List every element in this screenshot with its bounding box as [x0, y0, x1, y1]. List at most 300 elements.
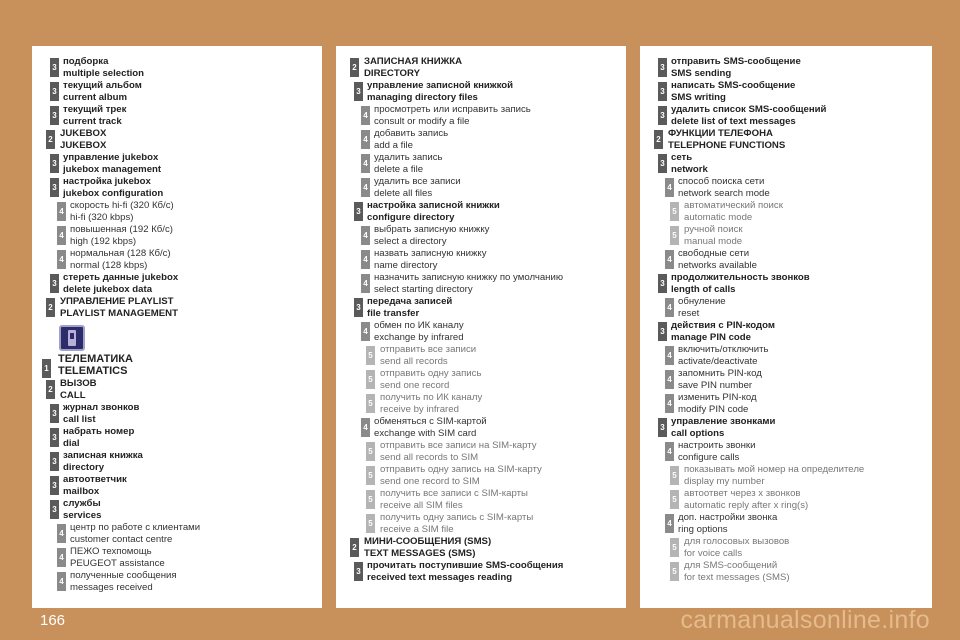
entry-label-ru: автоматический поиск: [684, 200, 783, 211]
entry-label-ru: повышенная (192 Кб/с): [70, 224, 173, 235]
menu-entry-text: [671, 320, 924, 343]
menu-entry-text: [63, 80, 314, 103]
level-badge: 2: [46, 130, 55, 149]
menu-entry-level-1: [32, 353, 314, 377]
entry-label-ru: удалить запись: [374, 152, 443, 163]
level-badge: 5: [366, 514, 375, 533]
menu-entry-text: [380, 344, 618, 367]
telematics-icon: [59, 325, 85, 351]
menu-entry-level-5: [640, 536, 924, 559]
entry-label-en: JUKEBOX: [60, 139, 107, 151]
menu-entry-level-2: [640, 128, 924, 151]
level-badge: 3: [354, 562, 363, 581]
entry-label-en: high (192 kbps): [70, 235, 137, 247]
level-badge: 4: [665, 442, 674, 461]
entry-label-ru: просмотреть или исправить запись: [374, 104, 531, 115]
menu-entry-text: [367, 200, 618, 223]
level-badge: 3: [50, 428, 59, 447]
level-badge: 5: [670, 202, 679, 221]
menu-entry-level-3: [336, 296, 618, 319]
menu-entry-level-4: [32, 570, 314, 593]
menu-entry-text: [367, 296, 618, 319]
level-badge: 4: [665, 514, 674, 533]
level-badge: 3: [50, 178, 59, 197]
entry-label-ru: управление jukebox: [63, 152, 159, 163]
menu-entry-level-4: [336, 272, 618, 295]
entry-label-ru: набрать номер: [63, 426, 135, 437]
level-badge: 5: [670, 538, 679, 557]
entry-label-en: jukebox management: [63, 163, 162, 175]
menu-entry-text: [63, 498, 314, 521]
entry-label-ru: включить/отключить: [678, 344, 769, 355]
level-badge: 4: [361, 106, 370, 125]
menu-entry-level-4: [640, 392, 924, 415]
level-badge: 5: [366, 490, 375, 509]
entry-label-en: delete list of text messages: [671, 115, 796, 127]
level-badge: 2: [46, 298, 55, 317]
menu-entry-level-4: [32, 522, 314, 545]
menu-entry-text: [671, 56, 924, 79]
entry-label-ru: скорость hi-fi (320 Кб/с): [70, 200, 174, 211]
menu-entry-text: [678, 176, 924, 199]
level-badge: 3: [658, 82, 667, 101]
menu-entry-text: [63, 426, 314, 449]
menu-entry-text: [684, 200, 924, 223]
menu-entry-text: [374, 104, 618, 127]
menu-entry-text: [380, 488, 618, 511]
level-badge: 4: [361, 418, 370, 437]
entry-label-ru: удалить все записи: [374, 176, 461, 187]
entry-label-ru: получить по ИК каналу: [380, 392, 483, 403]
menu-entry-level-5: [336, 344, 618, 367]
menu-entry-text: [63, 402, 314, 425]
menu-entry-level-5: [640, 224, 924, 247]
menu-column-3: [640, 46, 932, 608]
menu-entry-level-4: [32, 546, 314, 569]
entry-label-ru: ВЫЗОВ: [60, 378, 97, 389]
level-badge: 3: [658, 418, 667, 437]
menu-entry-level-2: [336, 536, 618, 559]
entry-label-ru: настройка jukebox: [63, 176, 151, 187]
menu-entry-level-4: [336, 152, 618, 175]
level-badge: 3: [50, 476, 59, 495]
menu-entry-level-3: [32, 450, 314, 473]
level-badge: 4: [665, 370, 674, 389]
entry-label-en: normal (128 kbps): [70, 259, 148, 271]
entry-label-ru: подборка: [63, 56, 109, 67]
level-badge: 3: [50, 452, 59, 471]
menu-entry-level-4: [336, 416, 618, 439]
menu-entry-level-5: [640, 200, 924, 223]
page-number: 166: [40, 612, 66, 629]
level-badge: 3: [658, 58, 667, 77]
level-badge: 4: [665, 394, 674, 413]
entry-label-en: messages received: [70, 581, 153, 593]
entry-label-ru: записная книжка: [63, 450, 143, 461]
menu-entry-level-4: [32, 248, 314, 271]
entry-label-en: jukebox configuration: [63, 187, 164, 199]
menu-entry-level-4: [336, 320, 618, 343]
level-badge: 3: [50, 500, 59, 519]
level-badge: 3: [50, 404, 59, 423]
menu-entry-level-2: [32, 296, 314, 319]
menu-entry-text: [684, 488, 924, 511]
entry-label-en: receive a SIM file: [380, 523, 454, 535]
level-badge: 4: [361, 178, 370, 197]
menu-entry-level-3: [640, 152, 924, 175]
menu-entry-level-4: [336, 104, 618, 127]
entry-label-ru: текущий трек: [63, 104, 127, 115]
menu-entry-text: [63, 272, 314, 295]
menu-entry-text: [374, 224, 618, 247]
level-badge: 4: [57, 226, 66, 245]
entry-label-en: hi-fi (320 kbps): [70, 211, 134, 223]
menu-entry-level-2: [32, 128, 314, 151]
entry-label-en: consult or modify a file: [374, 115, 470, 127]
level-badge: 3: [50, 274, 59, 293]
entry-label-ru: показывать мой номер на определителе: [684, 464, 865, 475]
entry-label-ru: доп. настройки звонка: [678, 512, 778, 523]
menu-entry-level-4: [640, 344, 924, 367]
entry-label-ru: ТЕЛЕМАТИКА: [58, 353, 133, 365]
entry-label-ru: отправить SMS-сообщение: [671, 56, 801, 67]
menu-entry-text: [374, 152, 618, 175]
menu-entry-text: [678, 296, 924, 319]
entry-label-ru: способ поиска сети: [678, 176, 765, 187]
menu-entry-text: [60, 296, 314, 319]
menu-entry-text: [380, 392, 618, 415]
entry-label-ru: настроить звонки: [678, 440, 756, 451]
entry-label-en: modify PIN code: [678, 403, 749, 415]
menu-entry-level-3: [336, 200, 618, 223]
menu-entry-level-3: [640, 320, 924, 343]
entry-label-en: automatic reply after x ring(s): [684, 499, 809, 511]
entry-label-en: send all records: [380, 355, 448, 367]
entry-label-en: name directory: [374, 259, 438, 271]
level-badge: 4: [361, 250, 370, 269]
menu-entry-level-4: [640, 512, 924, 535]
entry-label-en: file transfer: [367, 307, 420, 319]
level-badge: 2: [46, 380, 55, 399]
level-badge: 4: [361, 322, 370, 341]
menu-entry-text: [60, 378, 314, 401]
level-badge: 5: [670, 562, 679, 581]
entry-label-en: TELEPHONE FUNCTIONS: [668, 139, 786, 151]
menu-entry-text: [684, 464, 924, 487]
entry-label-en: configure calls: [678, 451, 740, 463]
entry-label-en: mailbox: [63, 485, 100, 497]
level-badge: 3: [50, 154, 59, 173]
menu-entry-level-5: [640, 560, 924, 583]
menu-entry-level-4: [32, 200, 314, 223]
menu-entry-text: [63, 474, 314, 497]
menu-entry-text: [671, 272, 924, 295]
menu-entry-text: [684, 560, 924, 583]
menu-entry-text: [678, 248, 924, 271]
entry-label-en: networks available: [678, 259, 757, 271]
menu-entry-level-3: [32, 176, 314, 199]
menu-entry-text: [70, 522, 314, 545]
entry-label-ru: сеть: [671, 152, 693, 163]
level-badge: 4: [57, 572, 66, 591]
level-badge: 4: [57, 524, 66, 543]
entry-label-en: save PIN number: [678, 379, 753, 391]
level-badge: 4: [57, 548, 66, 567]
menu-entry-level-3: [32, 498, 314, 521]
entry-label-en: exchange with SIM card: [374, 427, 477, 439]
level-badge: 4: [361, 130, 370, 149]
entry-label-en: services: [63, 509, 102, 521]
menu-entry-level-3: [640, 272, 924, 295]
menu-entry-text: [70, 570, 314, 593]
level-badge: 5: [366, 370, 375, 389]
menu-entry-level-5: [640, 488, 924, 511]
entry-label-ru: ЗАПИСНАЯ КНИЖКА: [364, 56, 463, 67]
entry-label-en: call list: [63, 413, 96, 425]
menu-entry-text: [60, 128, 314, 151]
menu-entry-level-4: [32, 224, 314, 247]
menu-entry-text: [671, 152, 924, 175]
menu-entry-text: [374, 176, 618, 199]
level-badge: 3: [658, 322, 667, 341]
entry-label-ru: написать SMS-сообщение: [671, 80, 796, 91]
entry-label-en: send all records to SIM: [380, 451, 479, 463]
level-badge: 4: [665, 178, 674, 197]
entry-label-ru: назначить записную книжку по умолчанию: [374, 272, 564, 283]
entry-label-ru: обменяться с SIM-картой: [374, 416, 487, 427]
menu-entry-text: [678, 512, 924, 535]
entry-label-en: SMS writing: [671, 91, 726, 103]
entry-label-ru: изменить PIN-код: [678, 392, 757, 403]
menu-entry-level-3: [32, 56, 314, 79]
menu-entry-text: [364, 536, 618, 559]
entry-label-en: current album: [63, 91, 127, 103]
menu-entry-text: [671, 104, 924, 127]
menu-entry-level-4: [640, 248, 924, 271]
menu-entry-level-3: [336, 80, 618, 103]
menu-entry-level-3: [32, 152, 314, 175]
level-badge: 5: [366, 346, 375, 365]
entry-label-en: delete all files: [374, 187, 433, 199]
level-badge: 3: [354, 202, 363, 221]
entry-label-ru: получить все записи с SIM-карты: [380, 488, 528, 499]
entry-label-ru: журнал звонков: [63, 402, 140, 413]
menu-entry-text: [678, 392, 924, 415]
menu-entry-text: [63, 176, 314, 199]
entry-label-ru: удалить список SMS-сообщений: [671, 104, 827, 115]
menu-entry-level-5: [336, 368, 618, 391]
menu-entry-text: [380, 512, 618, 535]
entry-label-en: manage PIN code: [671, 331, 751, 343]
level-badge: 4: [665, 298, 674, 317]
level-badge: 5: [366, 394, 375, 413]
entry-label-en: network search mode: [678, 187, 770, 199]
menu-entry-text: [63, 450, 314, 473]
level-badge: 3: [50, 58, 59, 77]
menu-entry-level-4: [640, 368, 924, 391]
menu-entry-level-3: [336, 560, 618, 583]
entry-label-en: received text messages reading: [367, 571, 513, 583]
menu-entry-level-5: [336, 512, 618, 535]
entry-label-en: send one record: [380, 379, 450, 391]
watermark: carmanualsonline.info: [680, 606, 930, 634]
menu-entry-text: [671, 416, 924, 439]
menu-entry-level-3: [640, 56, 924, 79]
entry-label-ru: прочитать поступившие SMS-сообщения: [367, 560, 564, 571]
entry-label-ru: для голосовых вызовов: [684, 536, 790, 547]
entry-label-en: ring options: [678, 523, 728, 535]
entry-label-en: for voice calls: [684, 547, 743, 559]
entry-label-ru: настройка записной книжки: [367, 200, 500, 211]
entry-label-en: exchange by infrared: [374, 331, 464, 343]
entry-label-ru: отправить все записи: [380, 344, 477, 355]
entry-label-en: activate/deactivate: [678, 355, 758, 367]
entry-label-en: receive by infrared: [380, 403, 459, 415]
menu-entry-text: [380, 368, 618, 391]
entry-label-ru: текущий альбом: [63, 80, 142, 91]
menu-entry-level-4: [336, 224, 618, 247]
menu-entry-text: [70, 248, 314, 271]
entry-label-ru: получить одну запись с SIM-карты: [380, 512, 534, 523]
menu-entry-level-3: [640, 416, 924, 439]
entry-label-en: configure directory: [367, 211, 455, 223]
entry-label-en: reset: [678, 307, 700, 319]
entry-label-en: for text messages (SMS): [684, 571, 790, 583]
entry-label-en: TEXT MESSAGES (SMS): [364, 547, 476, 559]
level-badge: 3: [354, 298, 363, 317]
entry-label-ru: обмен по ИК каналу: [374, 320, 464, 331]
level-badge: 2: [654, 130, 663, 149]
menu-entry-level-3: [32, 474, 314, 497]
menu-entry-level-5: [336, 488, 618, 511]
entry-label-en: TELEMATICS: [58, 365, 128, 377]
entry-label-en: directory: [63, 461, 105, 473]
menu-column-2: [336, 46, 626, 608]
entry-label-en: automatic mode: [684, 211, 753, 223]
menu-entry-text: [678, 368, 924, 391]
entry-label-ru: МИНИ-СООБЩЕНИЯ (SMS): [364, 536, 492, 547]
entry-label-en: call options: [671, 427, 725, 439]
entry-label-en: manual mode: [684, 235, 743, 247]
entry-label-ru: стереть данные jukebox: [63, 272, 179, 283]
level-badge: 4: [361, 154, 370, 173]
entry-label-ru: обнуление: [678, 296, 726, 307]
entry-label-en: managing directory files: [367, 91, 478, 103]
entry-label-ru: ПЕЖО техпомощь: [70, 546, 152, 557]
menu-entry-text: [684, 224, 924, 247]
entry-label-ru: полученные сообщения: [70, 570, 177, 581]
menu-entry-level-3: [32, 272, 314, 295]
entry-label-ru: продолжительность звонков: [671, 272, 810, 283]
menu-entry-text: [63, 56, 314, 79]
menu-entry-level-2: [32, 378, 314, 401]
menu-entry-text: [678, 440, 924, 463]
level-badge: 3: [50, 82, 59, 101]
menu-entry-text: [374, 320, 618, 343]
entry-label-ru: для SMS-сообщений: [684, 560, 778, 571]
level-badge: 4: [361, 226, 370, 245]
entry-label-en: DIRECTORY: [364, 67, 420, 79]
menu-entry-text: [70, 200, 314, 223]
entry-label-en: length of calls: [671, 283, 736, 295]
entry-label-en: delete jukebox data: [63, 283, 153, 295]
menu-entry-text: [671, 80, 924, 103]
menu-entry-level-4: [336, 176, 618, 199]
menu-entry-text: [380, 464, 618, 487]
entry-label-ru: автоответ через x звонков: [684, 488, 801, 499]
menu-entry-level-5: [336, 440, 618, 463]
menu-entry-text: [367, 560, 618, 583]
entry-label-en: dial: [63, 437, 80, 449]
level-badge: 3: [354, 82, 363, 101]
entry-label-ru: выбрать записную книжку: [374, 224, 490, 235]
menu-entry-text: [374, 272, 618, 295]
menu-entry-text: [668, 128, 924, 151]
menu-entry-text: [374, 128, 618, 151]
entry-label-en: SMS sending: [671, 67, 732, 79]
menu-entry-level-4: [336, 128, 618, 151]
menu-entry-level-4: [640, 296, 924, 319]
menu-entry-level-3: [640, 80, 924, 103]
entry-label-ru: отправить одну запись на SIM-карту: [380, 464, 542, 475]
menu-entry-text: [70, 546, 314, 569]
menu-entry-level-3: [32, 402, 314, 425]
entry-label-en: PEUGEOT assistance: [70, 557, 165, 569]
level-badge: 4: [361, 274, 370, 293]
entry-label-en: network: [671, 163, 708, 175]
entry-label-ru: управление звонками: [671, 416, 776, 427]
menu-entry-text: [63, 104, 314, 127]
entry-label-ru: действия с PIN-кодом: [671, 320, 775, 331]
entry-label-en: select a directory: [374, 235, 447, 247]
menu-entry-text: [367, 80, 618, 103]
menu-entry-text: [364, 56, 618, 79]
level-badge: 4: [665, 250, 674, 269]
menu-entry-text: [380, 440, 618, 463]
entry-label-ru: передача записей: [367, 296, 453, 307]
menu-entry-text: [58, 353, 314, 377]
entry-label-ru: УПРАВЛЕНИЕ PLAYLIST: [60, 296, 174, 307]
entry-label-ru: управление записной книжкой: [367, 80, 514, 91]
menu-entry-level-3: [32, 426, 314, 449]
entry-label-en: customer contact centre: [70, 533, 173, 545]
menu-entry-level-3: [640, 104, 924, 127]
level-badge: 5: [670, 466, 679, 485]
menu-entry-level-5: [640, 464, 924, 487]
entry-label-ru: назвать записную книжку: [374, 248, 487, 259]
entry-label-en: PLAYLIST MANAGEMENT: [60, 307, 178, 319]
level-badge: 4: [57, 250, 66, 269]
entry-label-en: current track: [63, 115, 122, 127]
menu-entry-text: [374, 248, 618, 271]
menu-entry-level-2: [336, 56, 618, 79]
entry-label-ru: добавить запись: [374, 128, 449, 139]
level-badge: 5: [366, 466, 375, 485]
level-badge: 3: [50, 106, 59, 125]
menu-column-1: [32, 46, 322, 608]
entry-label-ru: службы: [63, 498, 101, 509]
menu-entry-level-3: [32, 104, 314, 127]
entry-label-en: add a file: [374, 139, 413, 151]
entry-label-en: delete a file: [374, 163, 424, 175]
menu-entry-level-4: [640, 440, 924, 463]
level-badge: 3: [658, 154, 667, 173]
entry-label-ru: JUKEBOX: [60, 128, 107, 139]
entry-label-ru: нормальная (128 Кб/с): [70, 248, 171, 259]
level-badge: 1: [42, 359, 51, 378]
entry-label-en: display my number: [684, 475, 765, 487]
menu-entry-level-5: [336, 392, 618, 415]
